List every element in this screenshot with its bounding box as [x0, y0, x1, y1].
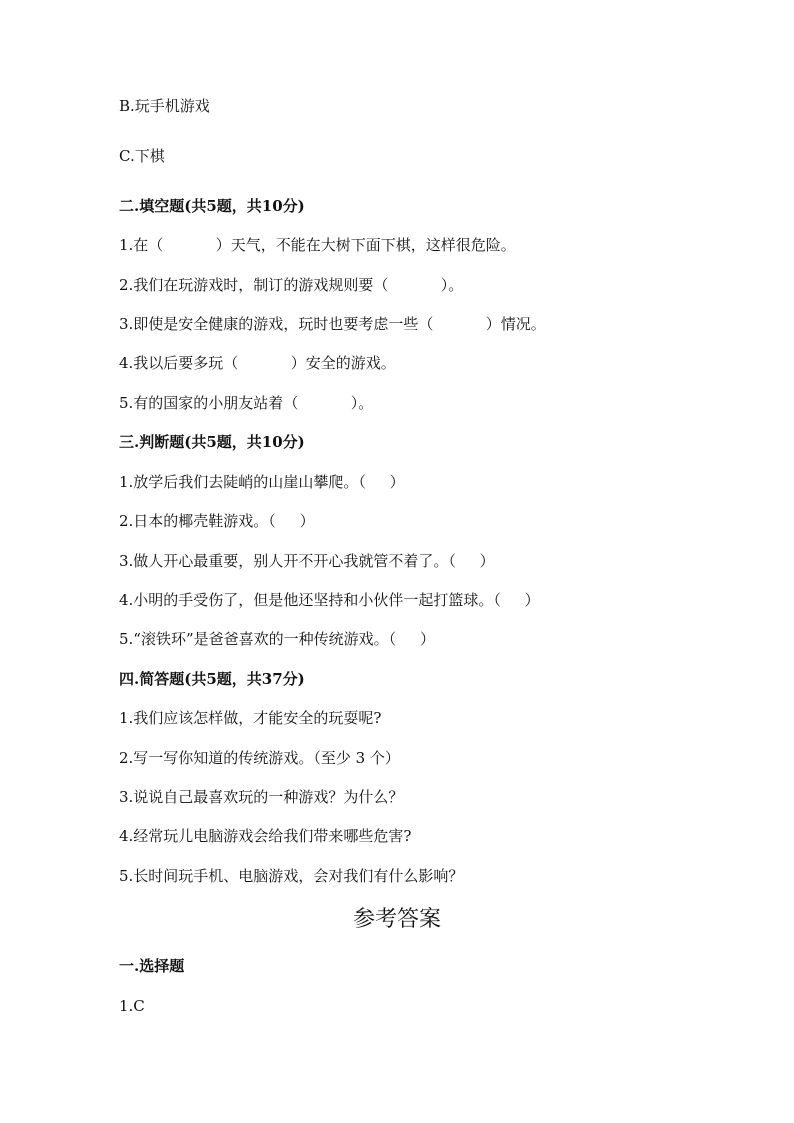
fill-blank-item: 4.我以后要多玩（ ）安全的游戏。: [119, 354, 396, 372]
section-true-false-heading: 三.判断题(共5题，共10分): [119, 433, 305, 451]
short-answer-item: 4.经常玩儿电脑游戏会给我们带来哪些危害?: [119, 827, 412, 845]
short-answer-item: 1.我们应该怎样做，才能安全的玩耍呢?: [119, 709, 382, 727]
short-answer-item: 2.写一写你知道的传统游戏。（至少 3 个）: [119, 749, 400, 767]
option-c: C.下棋: [119, 147, 165, 165]
fill-blank-item: 3.即使是安全健康的游戏，玩时也要考虑一些（ ）情况。: [119, 315, 546, 333]
true-false-item: 5.“滚铁环”是爸爸喜欢的一种传统游戏。（ ）: [119, 630, 435, 648]
short-answer-item: 3.说说自己最喜欢玩的一种游戏？为什么？: [119, 788, 404, 806]
option-b: B.玩手机游戏: [119, 97, 210, 115]
true-false-item: 4.小明的手受伤了，但是他还坚持和小伙伴一起打篮球。（ ）: [119, 591, 540, 609]
short-answer-item: 5.长时间玩手机、电脑游戏，会对我们有什么影响？: [119, 867, 464, 885]
answer-item: 1.C: [119, 997, 145, 1015]
true-false-item: 2.日本的椰壳鞋游戏。（ ）: [119, 512, 315, 530]
fill-blank-item: 5.有的国家的小朋友站着（ ）。: [119, 394, 374, 412]
section-short-answer-heading: 四.简答题(共5题，共37分): [119, 670, 305, 688]
answers-title: 参考答案: [352, 907, 441, 932]
section-fill-blank-heading: 二.填空题(共5题，共10分): [119, 197, 305, 215]
fill-blank-item: 2.我们在玩游戏时，制订的游戏规则要（ ）。: [119, 276, 464, 294]
true-false-item: 3.做人开心最重要，别人开不开心我就管不着了。（ ）: [119, 552, 495, 570]
true-false-item: 1.放学后我们去陡峭的山崖山攀爬。（ ）: [119, 473, 405, 491]
fill-blank-item: 1.在（ ）天气，不能在大树下面下棋，这样很危险。: [119, 236, 516, 254]
answers-section-heading: 一.选择题: [119, 957, 185, 975]
